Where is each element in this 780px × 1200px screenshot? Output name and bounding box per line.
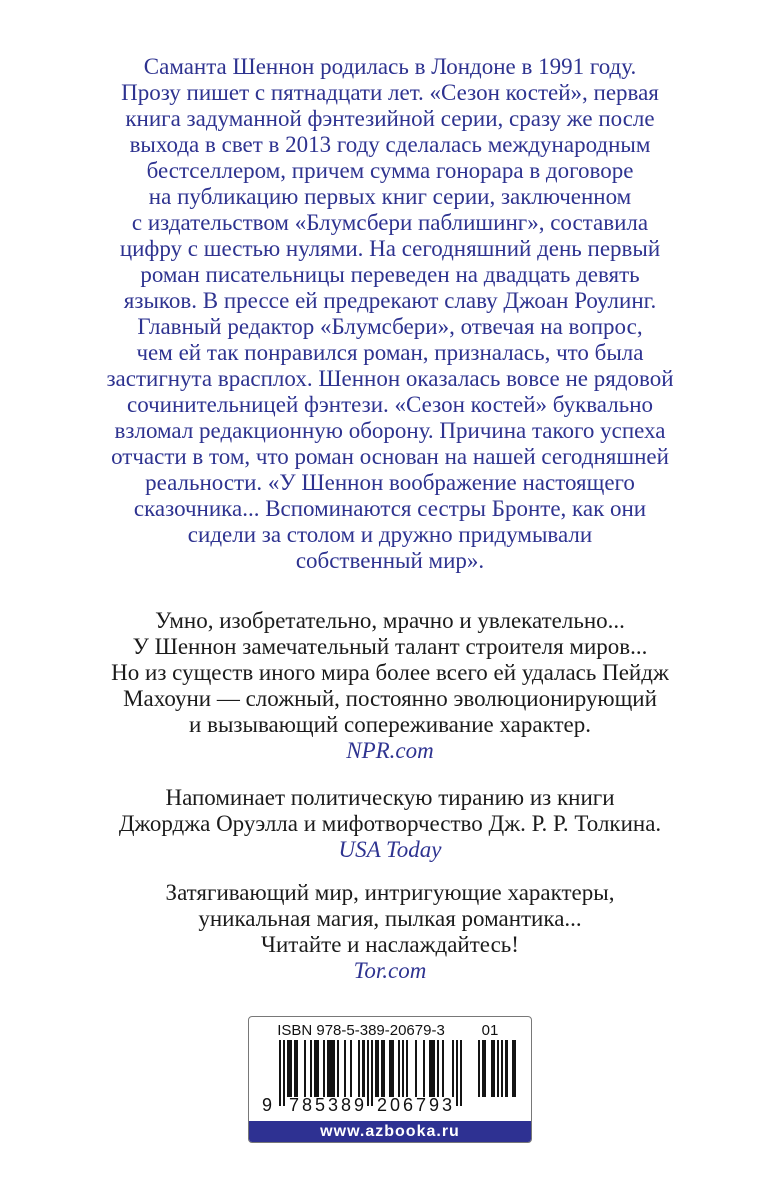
text-line: застигнута врасплох. Шеннон оказалась вовсе не рядовой [106, 366, 674, 391]
text-line: роман писательницы переведен на двадцать девять [140, 262, 640, 287]
review-text [50, 608, 730, 738]
addon-bars [476, 1040, 516, 1117]
review-source: USA Today [338, 837, 442, 862]
text-line: Джорджа Оруэлла и мифотворчество Дж. Р. Р. Толкина. [118, 811, 662, 836]
website-bar [249, 1121, 531, 1142]
review-source: NPR.com [346, 738, 434, 763]
review-npr [50, 608, 730, 764]
barcode-module [460, 1040, 462, 1106]
text-line: и вызывающий сопереживание характер. [189, 712, 591, 737]
text-line: Главный редактор «Блумсбери», отвечая на вопрос, [137, 314, 643, 339]
barcode-box [248, 1016, 532, 1143]
author-bio [50, 54, 730, 574]
text-line: выхода в свет в 2013 году сделалась международным [129, 132, 651, 157]
barcode-digits-group1: 785389 [288, 1095, 368, 1115]
text-line: на публикацию первых книг серии, заключенном [148, 184, 632, 209]
review-text [50, 880, 730, 958]
text-line: Прозу пишет с пятнадцати лет. «Сезон костей», первая [121, 80, 659, 105]
text-line: сказочника... Вспоминаются сестры Бронте, как они [133, 496, 647, 521]
text-line: с издательством «Блумсбери паблишинг», составила [131, 210, 649, 235]
website-url: www.azbooka.ru [320, 1122, 460, 1140]
barcode-header [261, 1020, 531, 1039]
text-line: сидели за столом и дружно придумывали [187, 522, 593, 547]
barcode-module [514, 1040, 516, 1097]
ean13-barcode [262, 1040, 461, 1117]
text-line: Саманта Шеннон родилась в Лондоне в 1991 году. [143, 54, 637, 79]
text-line: уникальная магия, пылкая романтика... [198, 906, 582, 931]
text-line: Но из существ иного мира более всего ей удалась Пейдж [111, 660, 669, 685]
barcode-area [262, 1040, 531, 1117]
review-source: Tor.com [353, 958, 427, 983]
text-line: языков. В прессе ей предрекают славу Джоан Роулинг. [123, 288, 657, 313]
text-line: отчасти в том, что роман основан на нашей сегодняшней [111, 444, 669, 469]
barcode-digit-leading: 9 [262, 1095, 273, 1115]
text-line: Умно, изобретательно, мрачно и увлекательно... [155, 608, 625, 633]
text-line: цифру с шестью нулями. На сегодняшний день первый [119, 236, 661, 261]
text-line: сочинительницей фэнтези. «Сезон костей» буквально [126, 392, 653, 417]
text-line: реальности. «У Шеннон воображение настоящего [145, 470, 635, 495]
text-line: У Шеннон замечательный талант строителя миров... [132, 634, 648, 659]
review-usatoday [50, 785, 730, 863]
text-line: Читайте и наслаждайтесь! [261, 932, 519, 957]
barcode-digits-group2: 206793 [376, 1095, 456, 1115]
book-back-cover [0, 54, 780, 1200]
isbn-label: ISBN 978-5-389-20679-3 [277, 1022, 445, 1039]
text-line: Затягивающий мир, интригующие характеры, [165, 880, 615, 905]
text-line: собственный мир». [295, 548, 485, 573]
text-line: Напоминает политическую тиранию из книги [165, 785, 615, 810]
review-torcom [50, 880, 730, 984]
text-line: книга задуманной фэнтезийной серии, сразу же после [125, 106, 655, 131]
text-line: взломал редакционную оборону. Причина такого успеха [114, 418, 666, 443]
text-line: бестселлером, причем сумма гонорара в договоре [146, 158, 634, 183]
text-line: Махоуни — сложный, постоянно эволюционирующий [123, 686, 657, 711]
text-line: чем ей так понравился роман, призналась, что была [136, 340, 644, 365]
addon-barcode [476, 1040, 516, 1117]
review-text [50, 785, 730, 837]
addon-label: 01 [481, 1022, 499, 1039]
